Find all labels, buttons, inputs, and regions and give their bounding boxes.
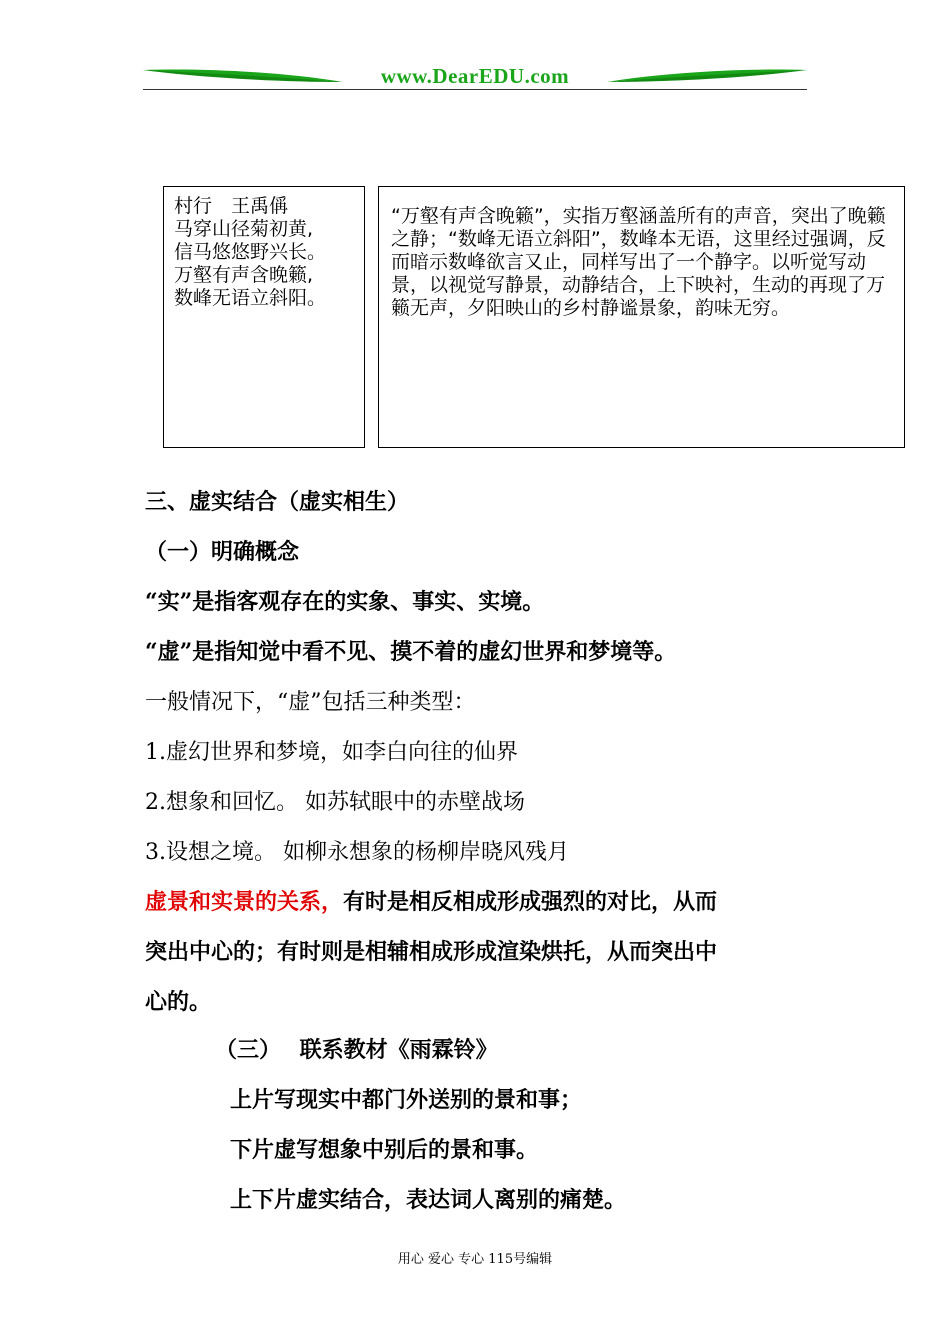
- poem-line: 万壑有声含晚籁,: [174, 264, 314, 286]
- poem-line: 信马悠悠野兴长。: [174, 241, 327, 263]
- site-header: [143, 62, 807, 92]
- page-footer: 用心 爱心 专心 115号编辑: [397, 1252, 553, 1267]
- relation-paragraph-line: 突出中心的；有时则是相辅相成形成渲染烘托，从而突出中: [145, 939, 718, 965]
- definition-real: “实”是指客观存在的实象、事实、实境。: [145, 589, 545, 615]
- poem-box: [163, 186, 365, 448]
- definition-virtual: “虚”是指知觉中看不见、摸不着的虚幻世界和梦境等。: [145, 639, 677, 665]
- type-item: 3.设想之境。 如柳永想象的杨柳岸晓风残月: [145, 840, 569, 865]
- subsection-textbook: （三） 联系教材《雨霖铃》: [215, 1037, 498, 1063]
- subsection-concept: （一）明确概念: [145, 539, 300, 565]
- upper-stanza-note: 上片写现实中都门外送别的景和事；: [230, 1087, 583, 1113]
- poem-line: 数峰无语立斜阳。: [174, 287, 327, 309]
- site-url[interactable]: www.DearEDU.com: [380, 64, 570, 88]
- relation-label: 虚景和实景的关系，: [145, 889, 344, 915]
- type-item: 2.想象和回忆。 如苏轼眼中的赤壁战场: [145, 790, 525, 815]
- type-item: 1.虚幻世界和梦境，如李白向往的仙界: [145, 740, 518, 765]
- relation-paragraph-line: [145, 885, 717, 916]
- relation-text: 有时是相反相成形成强烈的对比，从而: [343, 889, 718, 915]
- poem-title: 村行 王禹偁: [174, 195, 289, 217]
- relation-paragraph-line: 心的。: [145, 989, 212, 1015]
- poem-line: 马穿山径菊初黄,: [174, 218, 314, 240]
- commentary-text: “万壑有声含晚籁”，实指万壑涵盖所有的声音，突出了晚籁之静；“数峰无语立斜阳”，数峰本无语，这里经过强调，反而暗示数峰欲言又止，同样写出了一个静字。以听觉写动景，以视觉写静景，动静结合，上下映衬，生动的再现了万籁无声，夕阳映山的乡村静谧景象，韵味无穷。: [391, 205, 886, 319]
- lower-stanza-note: 下片虚写想象中别后的景和事。: [230, 1137, 539, 1163]
- combined-note: 上下片虚实结合，表达词人离别的痛楚。: [230, 1187, 627, 1213]
- types-intro: 一般情况下，“虚”包括三种类型：: [145, 690, 476, 715]
- section-title: 三、虚实结合（虚实相生）: [145, 489, 410, 515]
- header-divider: [143, 89, 807, 90]
- commentary-box: [378, 186, 905, 448]
